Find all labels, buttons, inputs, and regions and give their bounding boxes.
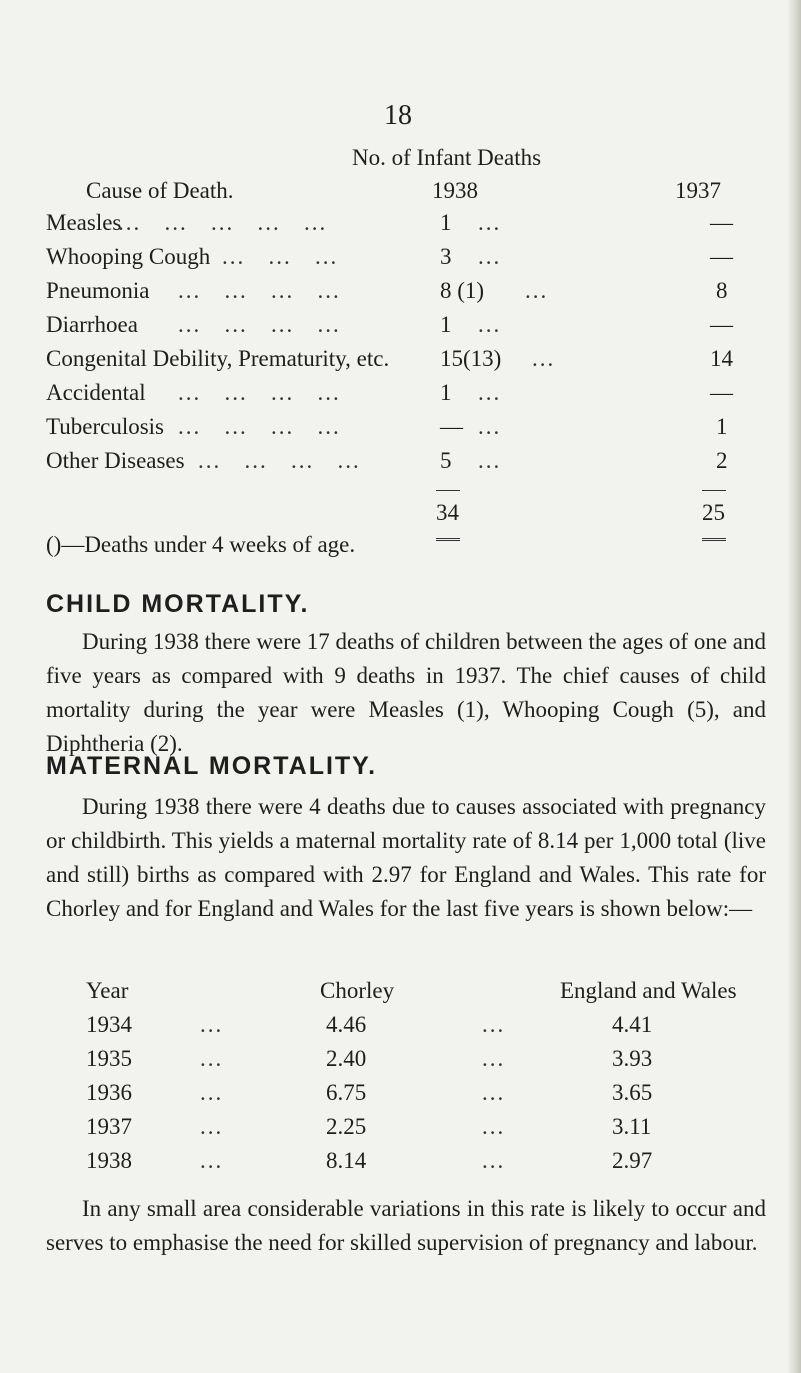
chorley-cell: 4.46	[326, 1012, 367, 1037]
table-row	[46, 274, 150, 308]
leader-dots: ... ... ... ...	[178, 312, 341, 337]
value-1938-cell: 5	[440, 448, 452, 473]
ew-cell: 2.97	[612, 1148, 653, 1173]
leader-dots: ...	[478, 244, 502, 269]
total-double-rule	[436, 538, 460, 541]
value-1938-cell: 3	[440, 244, 452, 269]
leader-dots: ...	[478, 448, 502, 473]
leader-dots: ...	[478, 312, 502, 337]
cause-header: Cause of Death.	[86, 178, 234, 203]
col-year-header: Year	[86, 978, 129, 1003]
value-1937-cell: —	[710, 312, 733, 337]
leader-dots: ...	[532, 346, 556, 371]
leader-dots: ...	[200, 1046, 224, 1071]
value-1937-cell: 2	[716, 448, 728, 473]
infant-deaths-group-header: No. of Infant Deaths	[352, 145, 542, 170]
page-number: 18	[384, 100, 412, 131]
value-1938-cell: 8 (1)	[440, 278, 485, 303]
value-1938-cell: 1	[440, 312, 452, 337]
table-row	[46, 240, 210, 274]
table-footnote: ()—Deaths under 4 weeks of age.	[46, 532, 356, 557]
table-row	[46, 410, 164, 444]
chorley-cell: 2.40	[326, 1046, 367, 1071]
leader-dots: ...	[525, 278, 549, 303]
table-row	[46, 308, 138, 342]
leader-dots: ...	[482, 1012, 506, 1037]
leader-dots: ... ... ...	[222, 244, 339, 269]
total-1937: 25	[702, 500, 725, 525]
year-1938-header: 1938	[432, 178, 478, 203]
value-1937-cell: —	[710, 380, 733, 405]
year-cell: 1935	[86, 1046, 132, 1071]
year-cell: 1936	[86, 1080, 132, 1105]
value-1937-cell: 8	[716, 278, 728, 303]
leader-dots: ...	[482, 1114, 506, 1139]
maternal-closing-text: In any small area considerable variations in this rate is likely to occur and serves to emphasise the need for skilled supervision of pregnancy and labour.	[46, 1196, 766, 1255]
leader-dots: ...	[200, 1012, 224, 1037]
leader-dots: ... ... ... ...	[178, 278, 341, 303]
total-rule	[702, 490, 726, 491]
child-mortality-paragraph	[46, 625, 766, 761]
leader-dots: ...	[478, 210, 502, 235]
child-mortality-text: During 1938 there were 17 deaths of children between the ages of one and five years as compared with 9 deaths in 1937. The chief causes of child mortality during the year were Measles (1), Whooping Cough (5), and Diphtheria (2).	[46, 629, 767, 756]
leader-dots: ...	[478, 380, 502, 405]
cause-cell: Tuberculosis	[46, 414, 164, 439]
leader-dots: ...	[200, 1114, 224, 1139]
maternal-mortality-heading: MATERNAL MORTALITY.	[46, 752, 378, 780]
cause-cell: Accidental	[46, 380, 146, 405]
ew-cell: 3.11	[612, 1114, 652, 1139]
cause-cell: Measles	[46, 210, 122, 235]
total-1938: 34	[436, 500, 459, 525]
year-1937-header: 1937	[675, 178, 721, 203]
ew-cell: 3.93	[612, 1046, 653, 1071]
ew-cell: 3.65	[612, 1080, 653, 1105]
chorley-cell: 6.75	[326, 1080, 367, 1105]
cause-cell: Congenital Debility, Prematurity, etc.	[46, 346, 390, 371]
leader-dots: ...	[200, 1080, 224, 1105]
value-1937-cell: —	[710, 210, 733, 235]
leader-dots: ... ... ... ...	[178, 380, 341, 405]
chorley-cell: 8.14	[326, 1148, 367, 1173]
col-chorley-header: Chorley	[320, 978, 395, 1003]
value-1938-cell: 15(13)	[440, 346, 502, 371]
total-rule	[436, 490, 460, 491]
leader-dots: ...	[200, 1148, 224, 1173]
value-1937-cell: 1	[716, 414, 728, 439]
cause-cell: Pneumonia	[46, 278, 150, 303]
year-cell: 1937	[86, 1114, 132, 1139]
maternal-mortality-paragraph	[46, 790, 766, 926]
table-row	[46, 342, 389, 376]
maternal-closing-paragraph	[46, 1192, 766, 1260]
cause-cell: Diarrhoea	[46, 312, 138, 337]
ew-cell: 4.41	[612, 1012, 653, 1037]
cause-cell: Whooping Cough	[46, 244, 211, 269]
value-1938-cell: —	[440, 414, 463, 439]
table-row	[46, 206, 121, 240]
cause-cell: Other Diseases	[46, 448, 185, 473]
page-edge-shadow	[787, 0, 801, 1373]
leader-dots: ... ... ... ...	[198, 448, 361, 473]
table-row	[46, 444, 185, 478]
leader-dots: ...	[482, 1046, 506, 1071]
year-cell: 1938	[86, 1148, 132, 1173]
value-1938-cell: 1	[440, 210, 452, 235]
table-row	[46, 376, 146, 410]
leader-dots: ... ... ... ... ...	[118, 210, 328, 235]
total-double-rule	[702, 538, 726, 541]
maternal-mortality-text: During 1938 there were 4 deaths due to causes associated with pregnancy or childbirth. This yields a maternal mortality rate of 8.14 per 1,000 total (live and still) births as compared with 2.97 for England and Wales. This rate for Chorley and for England and Wales for the last five years is shown below:—	[46, 794, 766, 921]
col-ew-header: England and Wales	[560, 978, 737, 1003]
leader-dots: ... ... ... ...	[178, 414, 341, 439]
leader-dots: ...	[482, 1148, 506, 1173]
year-cell: 1934	[86, 1012, 132, 1037]
value-1938-cell: 1	[440, 380, 452, 405]
child-mortality-heading: CHILD MORTALITY.	[46, 590, 310, 618]
value-1937-cell: 14	[710, 346, 733, 371]
leader-dots: ...	[478, 414, 502, 439]
value-1937-cell: —	[710, 244, 733, 269]
leader-dots: ...	[482, 1080, 506, 1105]
chorley-cell: 2.25	[326, 1114, 367, 1139]
